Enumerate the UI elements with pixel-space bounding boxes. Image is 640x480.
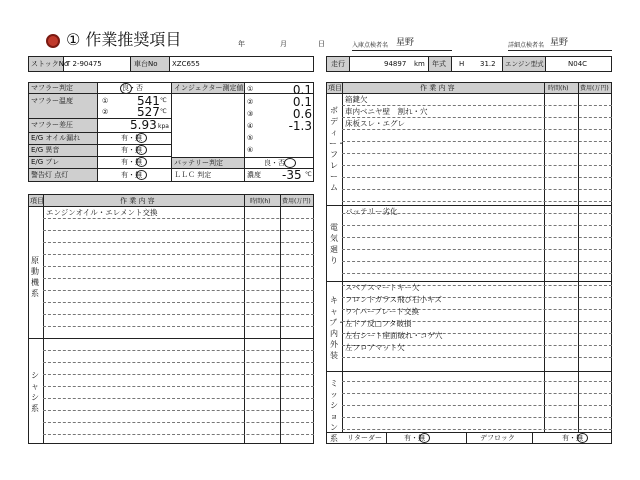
- row-rule: [342, 249, 612, 250]
- right-section-label-2: キャブ・内外装: [329, 296, 345, 360]
- row-rule: [43, 230, 314, 231]
- row-rule: [43, 434, 314, 435]
- left-work-table: [28, 194, 314, 444]
- row-rule: [342, 237, 612, 238]
- row-rule: [342, 189, 612, 190]
- temp1-value: 541: [137, 94, 160, 108]
- right-item-1-0: バッテリー劣化: [345, 207, 398, 216]
- row-rule: [342, 225, 612, 226]
- right-col-item: 項目: [328, 84, 342, 92]
- muffler-temp-label: マフラー温度: [31, 97, 73, 105]
- injector-label: インジェクター測定値: [174, 84, 244, 92]
- density-label: 濃度: [247, 171, 261, 179]
- row-rule: [43, 302, 314, 303]
- check-label-1: E/G 異音: [31, 146, 60, 154]
- row-rule: [342, 393, 612, 394]
- row-rule: [43, 398, 314, 399]
- row-rule: [43, 386, 314, 387]
- month-label: 月: [280, 40, 287, 48]
- injector-no-1: ②: [247, 98, 254, 106]
- battery-label: バッテリー判定: [174, 159, 223, 167]
- model-year-label: 年式: [432, 60, 446, 68]
- era-value: H: [459, 60, 465, 68]
- day-label: 日: [318, 40, 325, 48]
- right-col-time: 時間(h): [548, 85, 569, 92]
- muffler-judge-circle-icon: [120, 83, 132, 94]
- engine-label: エンジン型式: [505, 60, 544, 68]
- temp1-no: ①: [102, 97, 109, 105]
- mileage-value: 94897: [384, 60, 407, 68]
- row-rule: [43, 410, 314, 411]
- receiver-name: 星野: [396, 38, 415, 48]
- year-label: 年: [238, 40, 245, 48]
- injector-no-2: ③: [247, 110, 254, 118]
- left-col-cost: 費用(万円): [282, 198, 311, 205]
- check-value-0[interactable]: 有・無: [121, 134, 142, 142]
- deflock-circle-icon: [577, 433, 588, 443]
- row-rule: [43, 278, 314, 279]
- row-rule: [342, 129, 612, 130]
- right-col-cost: 費用(万円): [580, 85, 609, 92]
- left-col-work: 作 業 内 容: [120, 197, 155, 205]
- mileage-label: 走行: [331, 60, 345, 68]
- right-item-2-1: フロントガラス飛び石小キズ: [345, 295, 442, 304]
- density-unit: ℃: [305, 171, 312, 178]
- row-rule: [43, 326, 314, 327]
- right-item-2-2: ワイパーブレード交換: [345, 307, 419, 316]
- check-circle-icon: [136, 145, 147, 155]
- right-item-2-0: スペアスマートキー欠: [345, 283, 420, 292]
- right-section-label-1: 電気廻り: [330, 223, 338, 265]
- retarder-circle-icon: [419, 433, 430, 443]
- check-circle-icon: [136, 170, 147, 180]
- row-rule: [342, 381, 612, 382]
- row-rule: [43, 266, 314, 267]
- right-item-2-3: 左ドア反□フタ破損: [345, 319, 412, 328]
- muffler-diff-label: マフラー差圧: [31, 121, 73, 129]
- row-rule: [342, 165, 612, 166]
- engine-value: N04C: [568, 60, 588, 68]
- check-value-1[interactable]: 有・無: [121, 146, 142, 154]
- check-value-3[interactable]: 有・無: [121, 171, 142, 179]
- stock-value: T 2-90475: [66, 60, 102, 68]
- injector-value-1: 0.1: [292, 95, 312, 109]
- left-col-time: 時間(h): [250, 198, 271, 205]
- muffler-judge-value[interactable]: 良・否: [122, 84, 143, 92]
- row-rule: [43, 254, 314, 255]
- row-rule: [342, 273, 612, 274]
- llc-label: ＬＬＣ 判定: [174, 171, 212, 179]
- check-circle-icon: [136, 133, 147, 143]
- mileage-unit: km: [414, 60, 425, 68]
- stock-label: ストックNo: [31, 60, 69, 68]
- row-rule: [43, 242, 314, 243]
- left-item-0-0: エンジンオイル・エレメント交換: [46, 208, 158, 217]
- row-rule: [43, 422, 314, 423]
- right-item-0-0: 箱鍵欠: [345, 95, 368, 104]
- right-item-2-5: 左フロアマット欠: [345, 343, 405, 352]
- right-section-label-3: ミッション系: [330, 379, 338, 443]
- muffler-judge-label: マフラー判定: [31, 84, 73, 92]
- left-section-label-0: 原動機系: [31, 256, 39, 298]
- injector-no-5: ⑥: [247, 146, 254, 154]
- row-rule: [342, 141, 612, 142]
- temp1-unit: ℃: [160, 97, 167, 104]
- row-rule: [342, 201, 612, 202]
- right-item-0-1: 車内ベニヤ壁 割れ・穴: [345, 107, 428, 116]
- row-rule: [342, 177, 612, 178]
- row-rule: [342, 429, 612, 430]
- row-rule: [43, 314, 314, 315]
- right-work-table: [326, 82, 612, 444]
- row-rule: [342, 405, 612, 406]
- check-label-2: E/G ブレ: [31, 158, 60, 166]
- retarder-label: リターダー: [347, 434, 382, 442]
- injector-value-3: -1.3: [288, 119, 312, 133]
- row-rule: [43, 290, 314, 291]
- deflock-label: デフロック: [480, 434, 515, 442]
- injector-no-3: ④: [247, 122, 254, 130]
- retarder-value[interactable]: 有・無: [404, 434, 425, 442]
- battery-circle-icon: [284, 158, 296, 168]
- density-value: -35: [282, 168, 302, 182]
- detail-name: 星野: [550, 38, 569, 48]
- injector-value-2: 0.6: [292, 107, 312, 121]
- right-item-0-2: 床板スレ・エグレ: [345, 119, 405, 128]
- right-section-label-0: ボディー・フレーム: [329, 106, 345, 192]
- row-rule: [43, 218, 314, 219]
- row-rule: [342, 261, 612, 262]
- check-label-0: E/G オイル漏れ: [31, 134, 81, 142]
- page-title: ① 作業推奨項目: [66, 30, 182, 49]
- left-section-label-1: シャシ系: [31, 371, 39, 413]
- injector-value-0: 0.1: [292, 83, 312, 97]
- row-rule: [342, 357, 612, 358]
- injector-no-4: ⑤: [247, 134, 254, 142]
- row-rule: [342, 153, 612, 154]
- diff-value: 5.93: [130, 118, 157, 132]
- row-rule: [43, 374, 314, 375]
- temp2-unit: ℃: [160, 108, 167, 115]
- battery-value[interactable]: 良・否: [264, 159, 285, 167]
- diff-unit: kpa: [158, 123, 169, 130]
- deflock-value[interactable]: 有・無: [562, 434, 583, 442]
- injector-no-0: ①: [247, 85, 254, 93]
- check-value-2[interactable]: 有・無: [121, 158, 142, 166]
- right-item-2-4: 左右シート座面破れ・コゲ穴: [345, 331, 443, 340]
- model-year-value: 31.2: [480, 60, 496, 68]
- right-col-work: 作 業 内 容: [420, 84, 455, 92]
- left-col-item: 項目: [30, 197, 44, 205]
- receiver-label: 入庫点検者名: [352, 42, 389, 49]
- row-rule: [43, 350, 314, 351]
- detail-label: 詳細点検者名: [508, 42, 545, 49]
- car-value: XZC655: [172, 60, 200, 68]
- temp2-value: 527: [137, 105, 160, 119]
- temp2-no: ②: [102, 108, 109, 116]
- check-label-3: 警告灯 点灯: [31, 171, 69, 179]
- car-label: 車台No: [134, 60, 158, 68]
- company-logo-icon: [46, 34, 60, 48]
- row-rule: [342, 417, 612, 418]
- row-rule: [43, 362, 314, 363]
- check-circle-icon: [136, 157, 147, 167]
